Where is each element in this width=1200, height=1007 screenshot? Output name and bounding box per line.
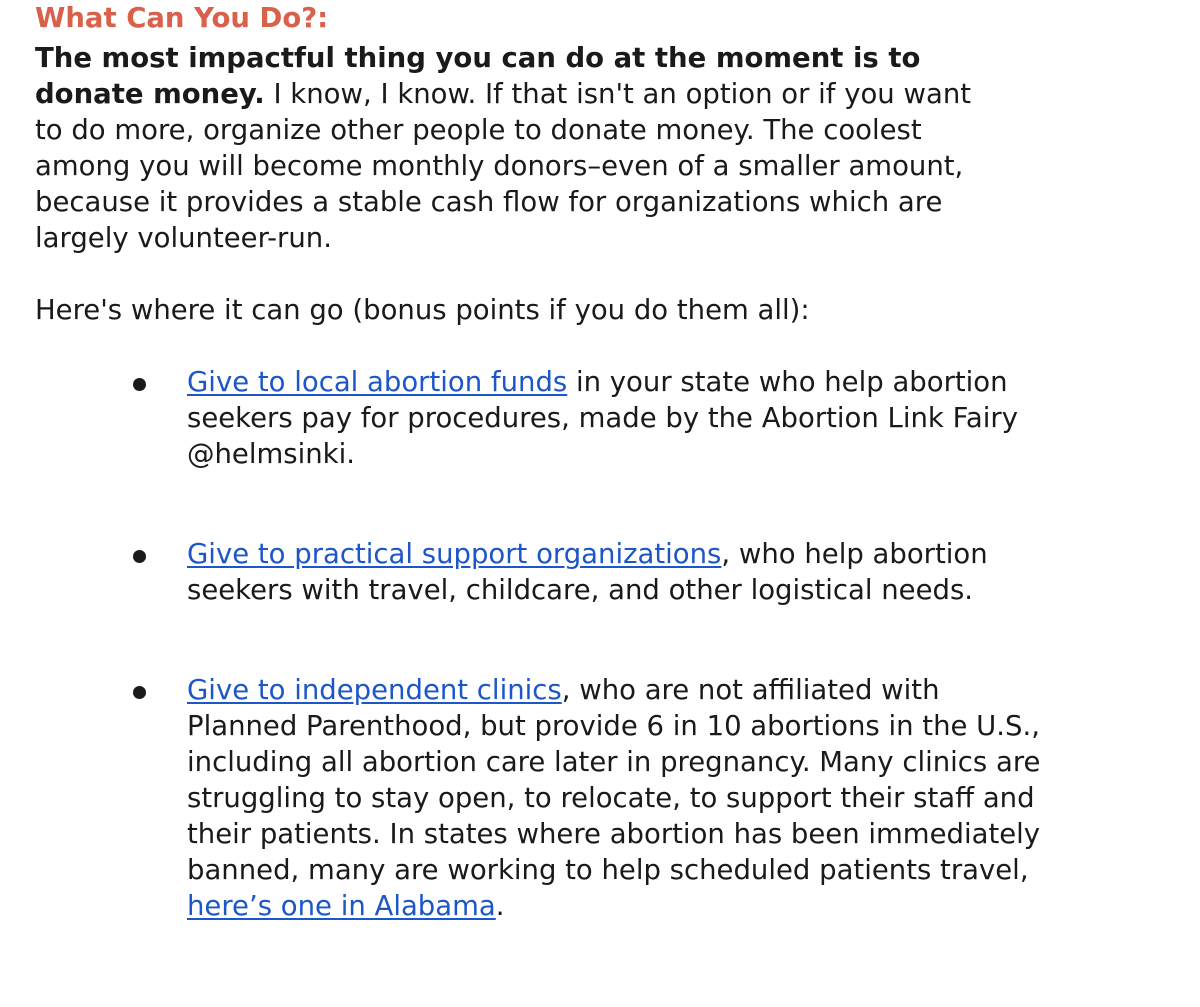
bullet-icon <box>133 686 146 699</box>
list-item-independent-clinics <box>35 672 1047 924</box>
list-item-practical-support <box>35 536 1047 608</box>
intro-bold-text: The most impactful thing you can do at the moment is to donate money. <box>35 42 921 110</box>
link-practical-support-organizations[interactable]: Give to practical support organizations <box>187 538 722 570</box>
section-heading: What Can You Do?: <box>35 2 329 34</box>
link-alabama-clinic[interactable]: here’s one in Alabama <box>187 890 496 922</box>
item-text: , who help abortion seekers with travel, childcare, and other logistical needs. <box>187 538 988 606</box>
intro-text: I know, I know. If that isn't an option or if you want to do more, organize other people to donate money. The coolest among you will become monthly donors–even of a smaller amount, because it provides a stable cash flow for organizations which are largely volunteer-run. <box>35 78 972 254</box>
paragraph-gap <box>35 256 1185 292</box>
bullet-icon <box>133 378 146 391</box>
item-text: in your state who help abortion seekers pay for procedures, made by the Abortion Link Fairy @helmsinki. <box>187 366 1018 470</box>
donation-list <box>35 364 1185 924</box>
item-text: , who are not affiliated with Planned Parenthood, but provide 6 in 10 abortions in the U.S., including all abortion care later in pregnancy. Many clinics are struggling to stay open, to relocate, to support their staff and their patients. In states where abortion has been immediately banned, many are working to help scheduled patients travel, <box>187 674 1041 886</box>
link-independent-clinics[interactable]: Give to independent clinics <box>187 674 562 706</box>
link-local-abortion-funds[interactable]: Give to local abortion funds <box>187 366 568 398</box>
intro-paragraph <box>35 40 995 256</box>
item-text-end: . <box>495 890 505 922</box>
document-body <box>35 0 1185 924</box>
bullet-icon <box>133 550 146 563</box>
list-item-abortion-funds <box>35 364 1047 472</box>
lead-paragraph: Here's where it can go (bonus points if you do them all): <box>35 294 810 326</box>
